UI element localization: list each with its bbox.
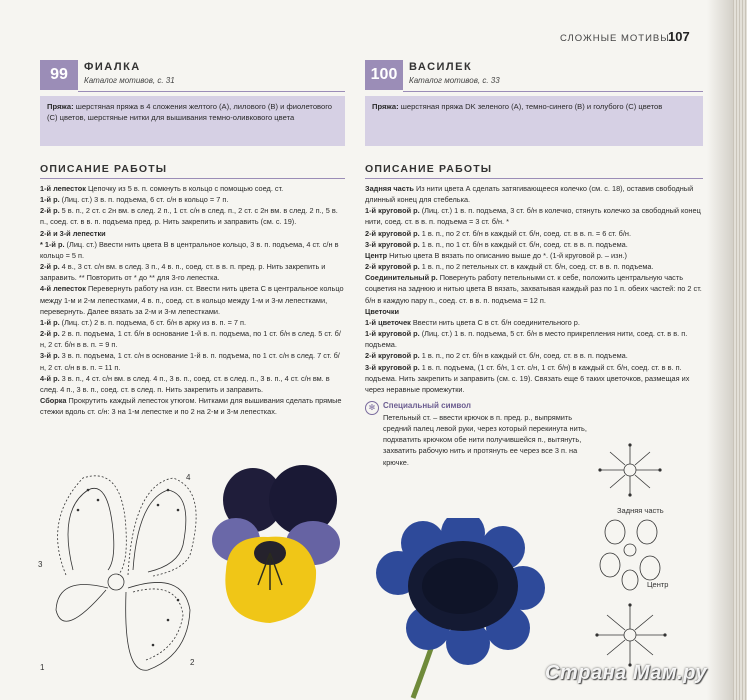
cornflower-photo [368, 518, 566, 700]
instruction-line [40, 194, 345, 205]
page-number: 107 [668, 29, 690, 44]
instruction-line [40, 350, 345, 372]
pattern-number-badge: 99 [40, 60, 78, 90]
instruction-label: 2-й р. [40, 329, 60, 339]
instruction-line [40, 239, 345, 261]
instruction-line [365, 306, 703, 317]
section-title: ОПИСАНИЕ РАБОТЫ [365, 163, 703, 179]
instruction-label: 2-й р. [40, 262, 60, 272]
diagram-label: 2 [190, 658, 195, 667]
instruction-label: 1-й круговой р. [365, 206, 420, 216]
instruction-line [365, 205, 703, 227]
diagram-label-center: Центр [647, 580, 669, 589]
instruction-text: 3 в. п., 4 ст. с/н вм. в след. 4 п., 3 в. п., соед. ст. в след. п., 3 в. п., 4 ст. с/н вм. в след. 4 п., 3 в. п., соед. ст. в след. п. Нить закрепить и заправить. [40, 373, 330, 394]
instruction-line [365, 350, 703, 361]
instruction-text: Повернуть работу петельными ст. к себе, положить центральную часть соцветия на заднюю и нитью цвета В вязать, захватывая каждый раз по 1 п. обеих частей: по 2 ст. б/н в каждую пару п., соед. ст. в в. п. подъема = 12 п. [365, 273, 702, 305]
instruction-label: Задняя часть [365, 184, 414, 193]
instruction-text: Из нити цвета А сделать затягивающееся колечко (см. с. 18), оставив свободный длинный конец для стебелька. [365, 184, 694, 205]
diagram-label-back: Задняя часть [617, 506, 664, 515]
instruction-line [40, 183, 345, 194]
instruction-label: 2-й и 3-й лепестки [40, 228, 106, 238]
header-rule [403, 91, 703, 92]
instruction-label: 1-й цветочек [365, 317, 411, 327]
instruction-text: 1 в. п., по 2 ст. б/н в каждый ст. б/н, соед. ст. в в. п. подъема. [419, 351, 628, 361]
pattern-title: ФИАЛКА [84, 61, 141, 73]
instruction-label: 2-й круговой р. [365, 228, 420, 238]
pattern-number-badge: 100 [365, 60, 403, 90]
instruction-label: Центр [365, 250, 388, 260]
instruction-label: 1-й р. [40, 317, 60, 327]
yarn-box [40, 96, 345, 146]
instruction-label: 4-й р. [40, 373, 60, 383]
section-title: ОПИСАНИЕ РАБОТЫ [40, 163, 345, 179]
pattern-header [40, 58, 345, 94]
yarn-label: Пряжа: [372, 102, 399, 111]
loop-stitch-icon: ✻ [365, 401, 379, 415]
yarn-label: Пряжа: [47, 102, 74, 111]
instruction-line [40, 317, 345, 328]
instructions [365, 183, 703, 395]
diagram-label: 1 [40, 663, 45, 672]
instruction-text: 1 в. п., по 1 ст. б/н в каждый ст. б/н, соед. ст. в в. п. подъема. [419, 239, 628, 249]
instruction-text: 1 в. п. подъема, (1 ст. б/н, 1 ст. с/н, 1 ст. б/н) в каждый ст. б/н, соед. ст. в в. п. подъема. Нить закрепить и заправить (см. с. 19). Связать еще 6 таких цветочков, размещая их через неравные промежутки. [365, 362, 690, 394]
instruction-text: Прокрутить каждый лепесток утюгом. Нитками для вышивания сделать прямые стежки вдоль ст. с/н: 3 на 1-м лепестке и по 2 на 2-м и 3-м лепестках. [40, 395, 342, 417]
yarn-text: шерстяная пряжа DK зеленого (А), темно-синего (В) и голубого (С) цветов [398, 102, 663, 111]
instruction-text: 3 в. п. подъема, 1 ст. с/н в основание 1-й в. п. подъема, по 1 ст. с/н в след. 7 ст. б/н, 2 ст. с/н в в. п. = 11 п. [40, 351, 340, 372]
yarn-box [365, 96, 703, 146]
instruction-line [40, 228, 345, 239]
cornflower-chart-diagram [585, 440, 705, 695]
page-edges [733, 0, 747, 700]
instructions [40, 183, 345, 417]
instruction-line [365, 250, 703, 261]
instruction-text: 4 в., 3 ст. с/н вм. в след. 3 п., 4 в. п., соед. ст. в в. п. пред. р. Нить закрепить и заправить. ** Повторить от * до ** для 3-го лепестка. [40, 262, 326, 283]
pattern-title: ВАСИЛЕК [409, 61, 473, 73]
instruction-line [40, 261, 345, 283]
instruction-label: 1-й круговой р. [365, 329, 420, 339]
instruction-line [365, 239, 703, 250]
violet-chart-diagram [38, 470, 198, 695]
instruction-label: 2-й круговой р. [365, 262, 420, 272]
violet-flower-photo [198, 455, 348, 635]
pattern-violet [40, 58, 345, 417]
instruction-label: 3-й круговой р. [365, 239, 420, 249]
diagram-label: 4 [186, 473, 191, 482]
instruction-label: Соединительный р. [365, 273, 438, 283]
instruction-line [365, 317, 703, 328]
instruction-label: 3-й круговой р. [365, 362, 420, 372]
instruction-label: Цветочки [365, 306, 400, 316]
yarn-text: шерстяная пряжа в 4 сложения желтого (А), лилового (В) и фиолетового (С) цветов, шерстяные нитки для вышивания темно-оливкового цвета [47, 102, 333, 122]
instruction-text: Цепочку из 5 в. п. сомкнуть в кольцо с помощью соед. ст. [85, 184, 284, 193]
instruction-text: (Лиц. ст.) 1 в. п. подъема, 3 ст. б/н в колечко, стянуть колечко за свободный конец нити, соед. ст. в в. п. подъема = 3 ст. б/н. * [365, 206, 701, 227]
instruction-text: Нитью цвета В вязать по описанию выше до *. (1-й круговой р. – изн.) [387, 250, 627, 260]
pattern-catalog-ref: Каталог мотивов, с. 31 [84, 76, 175, 85]
special-symbol-title: Специальный символ [383, 400, 472, 410]
instruction-text: (Лиц. ст.) Ввести нить цвета В в центральное кольцо, 3 в. п. подъема, 4 ст. с/н в кольцо = 5 п. [40, 239, 339, 260]
special-symbol-body [383, 401, 598, 468]
special-symbol-text: Петельный ст. – ввести крючок в п. пред. р., выпрямить средний палец левой руки, через который перекинута нить, подхватить крючком обе нити получившейся п., вытянуть, захватить рабочую нить и протянуть ее через все 3 п. на крючке. [383, 412, 587, 467]
instruction-line [40, 395, 345, 417]
watermark: Страна Мам.ру [545, 662, 708, 684]
pattern-catalog-ref: Каталог мотивов, с. 33 [409, 76, 500, 85]
header-rule [78, 91, 345, 92]
instruction-text: 1 в. п., по 2 петельных ст. в каждый ст. б/н, соед. ст. в в. п. подъема. [419, 262, 654, 272]
instruction-label: Сборка [40, 395, 67, 405]
instruction-line [40, 373, 345, 395]
instruction-label: 2-й р. [40, 206, 60, 216]
instruction-line [365, 362, 703, 395]
instruction-label: * 1-й р. [40, 239, 65, 249]
instruction-line [40, 283, 345, 316]
instruction-text: (Лиц. ст.) 2 в. п. подъема, 6 ст. б/н в арку из в. п. = 7 п. [59, 317, 247, 327]
instruction-text: 5 в. п., 2 ст. с 2н вм. в след. 2 п., 1 ст. с/н в след. п., 2 ст. с 2н вм. в след. 2 п., 5 в. п., соед. ст. в в. п. подъема пред. р. Нить закрепить и заправить (см. с. 19). [40, 206, 338, 227]
instruction-line [365, 328, 703, 350]
instruction-text: (Лиц. ст.) 1 в. п. подъема, 5 ст. б/н в место прикрепления нити, соед. ст. в в. п. подъема. [365, 329, 688, 350]
instruction-label: 1-й р. [40, 195, 60, 205]
instruction-label: 3-й р. [40, 351, 60, 361]
instruction-text: Ввести нить цвета С в ст. б/н соединительного р. [410, 317, 580, 327]
pattern-header [365, 58, 703, 94]
instruction-line [365, 272, 703, 305]
instruction-line [40, 205, 345, 227]
instruction-line [40, 328, 345, 350]
instruction-label: 4-й лепесток [40, 284, 86, 294]
instruction-text: (Лиц. ст.) 3 в. п. подъема, 6 ст. с/н в кольцо = 7 п. [59, 195, 229, 205]
pattern-cornflower [365, 58, 703, 468]
diagram-label: 3 [38, 560, 43, 569]
running-head: СЛОЖНЫЕ МОТИВЫ [560, 33, 670, 44]
instruction-text: 2 в. п. подъема, 1 ст. б/н в основание 1-й в. п. подъема, по 1 ст. б/н в след. 5 ст. б/н, 2 ст. б/н в в. п. = 9 п. [40, 329, 341, 350]
instruction-text: Перевернуть работу на изн. ст. Ввести нить цвета С в центральное кольцо между 1-м и 2-м лепестками, 4 в. п., соед. ст. в кольцо между 1-м и 3-м лепестками, перевернуть. Далее вязать за 2-м и 3-м лепестками. [40, 284, 344, 316]
instruction-line [365, 228, 703, 239]
instruction-line [365, 261, 703, 272]
instruction-label: 1-й лепесток [40, 184, 86, 193]
instruction-text: 1 в. п., по 2 ст. б/н в каждый ст. б/н, соед. ст. в в. п. = 6 ст. б/н. [419, 228, 631, 238]
instruction-label: 2-й круговой р. [365, 351, 420, 361]
instruction-line [365, 183, 703, 205]
